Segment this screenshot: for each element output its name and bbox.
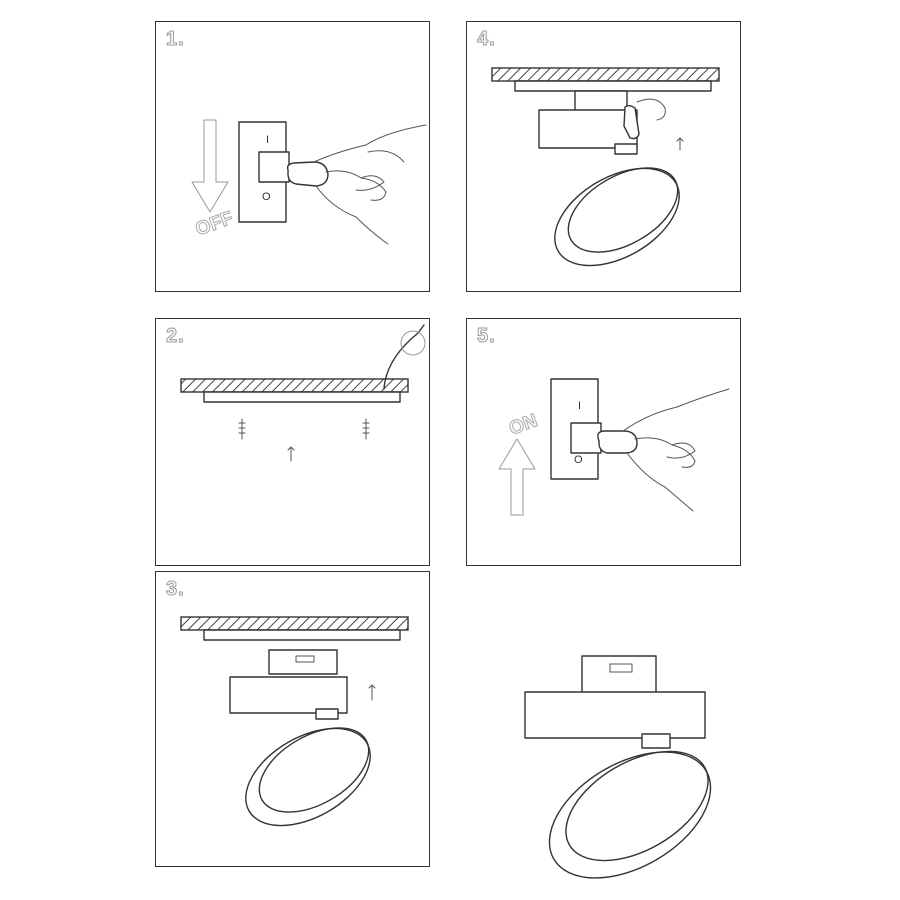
- on-label: ON: [506, 410, 541, 440]
- step-3-illustration: [156, 572, 431, 868]
- step-4-number: 4.: [477, 28, 496, 50]
- down-arrow-icon: [192, 120, 228, 212]
- up-arrow-icon: [369, 685, 375, 700]
- lamp-head: [528, 726, 732, 900]
- step-4-panel: [466, 21, 741, 292]
- step-5-panel: [466, 318, 741, 566]
- assembled-fixture: [520, 650, 740, 890]
- step-2-illustration: [156, 319, 431, 567]
- track-rail: [204, 630, 400, 640]
- ceiling: [181, 379, 408, 392]
- up-arrow-icon: [288, 447, 294, 461]
- step-4-illustration: [467, 22, 742, 293]
- lamp-head: [538, 148, 696, 285]
- switch-on-symbol: I: [266, 134, 270, 146]
- fixture-body: [230, 677, 347, 713]
- step-1-number: 1.: [166, 28, 185, 50]
- hand-icon: [288, 125, 426, 244]
- up-arrow-icon: [677, 138, 683, 150]
- ceiling: [492, 68, 719, 81]
- step-2-number: 2.: [166, 325, 185, 347]
- wall-switch-icon: [239, 122, 289, 222]
- switch-on-symbol: I: [578, 400, 582, 412]
- up-arrow-icon: [499, 439, 535, 515]
- fixture-body: [539, 110, 637, 148]
- step-1-panel: [155, 21, 430, 292]
- step-1-illustration: [156, 22, 431, 293]
- hand-icon: [598, 389, 729, 511]
- adapter: [582, 656, 656, 694]
- switch-off-symbol: O: [574, 454, 583, 466]
- track-rail: [204, 392, 400, 402]
- adapter: [575, 91, 627, 111]
- ceiling: [181, 617, 408, 630]
- hand-icon: [624, 99, 665, 138]
- off-label: OFF: [192, 207, 236, 241]
- wall-switch-icon: [551, 379, 601, 479]
- switch-off-symbol: O: [262, 191, 271, 203]
- step-5-number: 5.: [477, 325, 496, 347]
- fixture-body: [525, 692, 705, 738]
- assembled-fixture-illustration: [520, 650, 740, 890]
- step-3-panel: [155, 571, 430, 867]
- step-3-number: 3.: [166, 578, 185, 600]
- track-rail: [515, 81, 711, 91]
- screw-icon: [239, 419, 245, 439]
- step-5-illustration: [467, 319, 742, 567]
- screw-icon: [363, 419, 369, 439]
- lamp-head: [229, 708, 387, 845]
- step-2-panel: [155, 318, 430, 566]
